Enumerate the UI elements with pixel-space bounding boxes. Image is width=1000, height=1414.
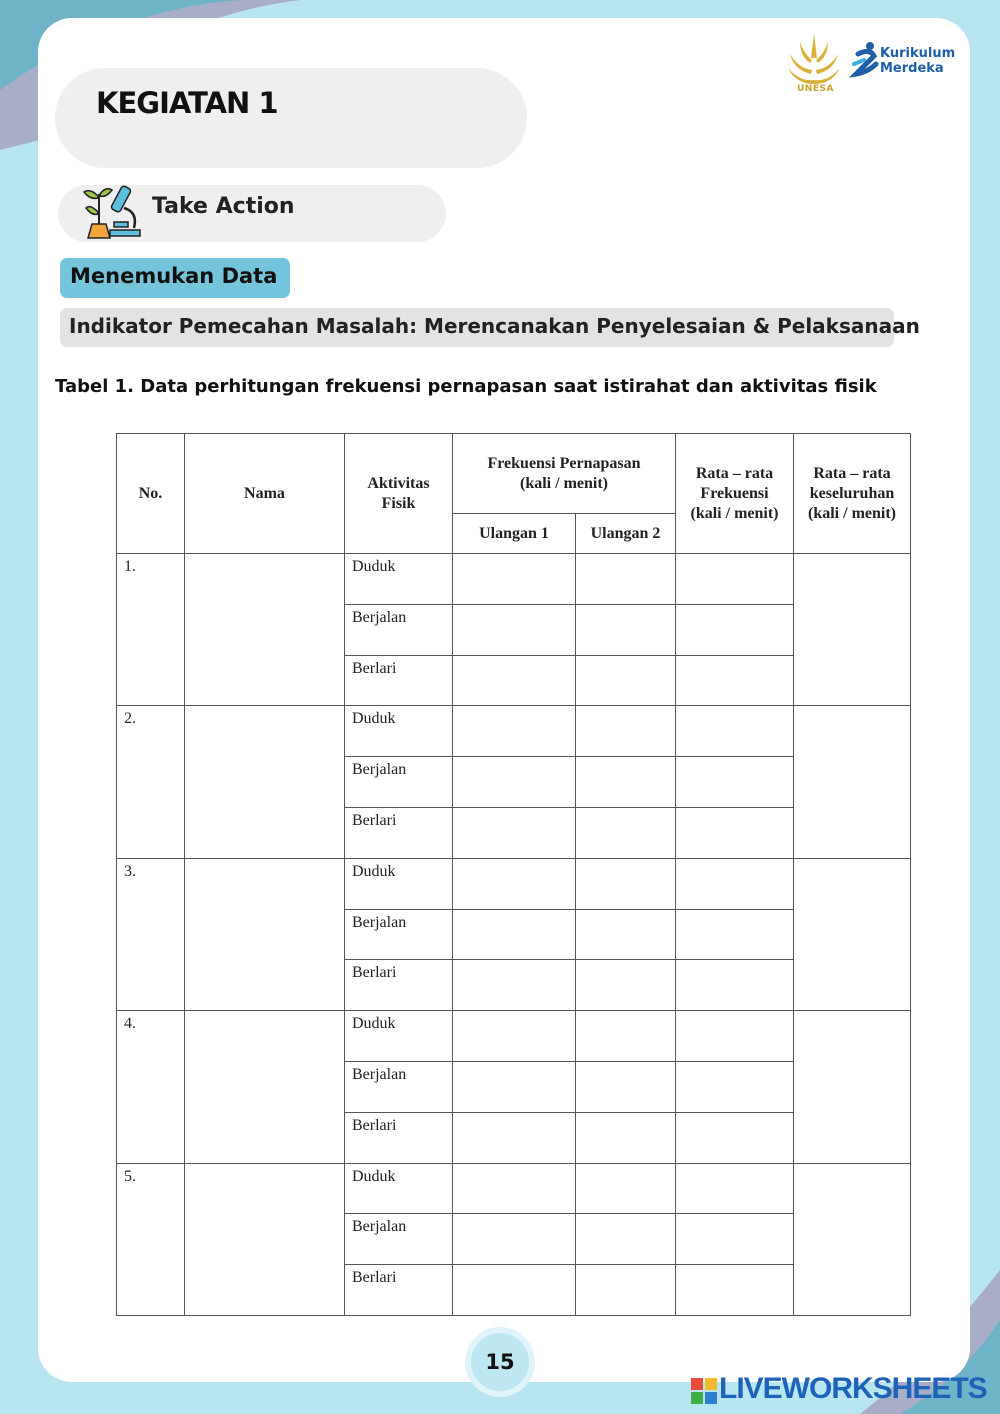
cell-ulangan-2-input[interactable]	[576, 1112, 676, 1163]
header-nama: Nama	[185, 434, 345, 554]
cell-rata-frekuensi-input[interactable]	[676, 604, 794, 655]
page-number: 15	[465, 1327, 535, 1397]
cell-rata-frekuensi-input[interactable]	[676, 757, 794, 808]
table-row	[117, 1163, 911, 1214]
cell-rata-frekuensi-input[interactable]	[676, 807, 794, 858]
cell-aktivitas: Duduk	[345, 1163, 453, 1214]
cell-ulangan-1-input[interactable]	[453, 655, 576, 706]
cell-ulangan-1-input[interactable]	[453, 1265, 576, 1316]
cell-ulangan-2-input[interactable]	[576, 1265, 676, 1316]
cell-aktivitas: Berlari	[345, 655, 453, 706]
cell-no: 2.	[117, 706, 185, 858]
header-rata-frekuensi	[676, 434, 794, 554]
table-caption: Tabel 1. Data perhitungan frekuensi pernapasan saat istirahat dan aktivitas fisik	[55, 376, 877, 397]
header-aktivitas	[345, 434, 453, 554]
header-total-line3: (kali / menit)	[808, 504, 896, 522]
header-ulangan-1: Ulangan 1	[453, 514, 576, 554]
cell-rata-keseluruhan-input[interactable]	[794, 554, 911, 706]
cell-rata-frekuensi-input[interactable]	[676, 1163, 794, 1214]
cell-no: 4.	[117, 1011, 185, 1163]
cell-ulangan-1-input[interactable]	[453, 909, 576, 960]
header-no: No.	[117, 434, 185, 554]
kurikulum-logo-text-line1: Kurikulum	[880, 46, 956, 61]
cell-ulangan-1-input[interactable]	[453, 1011, 576, 1062]
header-frekuensi-line2: (kali / menit)	[520, 474, 608, 492]
cell-nama-input[interactable]	[185, 706, 345, 858]
header-frekuensi	[453, 434, 676, 514]
cell-rata-frekuensi-input[interactable]	[676, 655, 794, 706]
cell-ulangan-2-input[interactable]	[576, 604, 676, 655]
cell-ulangan-2-input[interactable]	[576, 706, 676, 757]
breathing-data-table	[116, 433, 911, 1316]
cell-aktivitas: Berjalan	[345, 604, 453, 655]
cell-rata-keseluruhan-input[interactable]	[794, 858, 911, 1010]
cell-no: 5.	[117, 1163, 185, 1315]
cell-ulangan-1-input[interactable]	[453, 706, 576, 757]
cell-rata-frekuensi-input[interactable]	[676, 706, 794, 757]
cell-nama-input[interactable]	[185, 1163, 345, 1315]
cell-aktivitas: Berjalan	[345, 1061, 453, 1112]
cell-aktivitas: Duduk	[345, 858, 453, 909]
take-action-label: Take Action	[152, 194, 295, 219]
page-title: KEGIATAN 1	[96, 86, 278, 120]
cell-nama-input[interactable]	[185, 858, 345, 1010]
cell-rata-keseluruhan-input[interactable]	[794, 1011, 911, 1163]
cell-ulangan-2-input[interactable]	[576, 757, 676, 808]
cell-ulangan-2-input[interactable]	[576, 554, 676, 605]
liveworksheets-logo-icon	[691, 1378, 717, 1404]
cell-rata-frekuensi-input[interactable]	[676, 1214, 794, 1265]
section-tag: Menemukan Data	[60, 258, 290, 298]
header-ulangan-2: Ulangan 2	[576, 514, 676, 554]
cell-ulangan-2-input[interactable]	[576, 1061, 676, 1112]
table-row	[117, 706, 911, 757]
cell-ulangan-2-input[interactable]	[576, 1163, 676, 1214]
kurikulum-logo-text-line2: Merdeka	[880, 61, 944, 76]
cell-aktivitas: Berlari	[345, 1265, 453, 1316]
header-total-line2: keseluruhan	[809, 484, 895, 502]
cell-nama-input[interactable]	[185, 1011, 345, 1163]
cell-ulangan-1-input[interactable]	[453, 960, 576, 1011]
cell-rata-keseluruhan-input[interactable]	[794, 706, 911, 858]
cell-rata-frekuensi-input[interactable]	[676, 858, 794, 909]
cell-ulangan-1-input[interactable]	[453, 554, 576, 605]
cell-rata-frekuensi-input[interactable]	[676, 554, 794, 605]
cell-aktivitas: Berlari	[345, 960, 453, 1011]
plant-microscope-icon	[80, 182, 144, 242]
cell-ulangan-1-input[interactable]	[453, 1061, 576, 1112]
cell-rata-frekuensi-input[interactable]	[676, 1265, 794, 1316]
header-rata-line1: Rata – rata	[695, 464, 774, 482]
table-row	[117, 858, 911, 909]
cell-ulangan-1-input[interactable]	[453, 604, 576, 655]
cell-aktivitas: Berjalan	[345, 1214, 453, 1265]
cell-rata-frekuensi-input[interactable]	[676, 909, 794, 960]
cell-ulangan-1-input[interactable]	[453, 807, 576, 858]
cell-no: 1.	[117, 554, 185, 706]
header-total-line1: Rata – rata	[813, 464, 891, 482]
cell-ulangan-1-input[interactable]	[453, 757, 576, 808]
cell-ulangan-1-input[interactable]	[453, 1214, 576, 1265]
cell-ulangan-2-input[interactable]	[576, 960, 676, 1011]
kurikulum-merdeka-logo-icon	[854, 42, 876, 74]
cell-aktivitas: Berlari	[345, 1112, 453, 1163]
cell-aktivitas: Berjalan	[345, 909, 453, 960]
unesa-logo-text: UNESA	[797, 84, 834, 94]
cell-aktivitas: Duduk	[345, 706, 453, 757]
cell-rata-frekuensi-input[interactable]	[676, 1061, 794, 1112]
cell-ulangan-2-input[interactable]	[576, 1214, 676, 1265]
cell-rata-frekuensi-input[interactable]	[676, 960, 794, 1011]
liveworksheets-brand: LIVEWORKSHEETS	[719, 1372, 987, 1405]
table-body	[117, 554, 911, 1316]
cell-ulangan-2-input[interactable]	[576, 655, 676, 706]
cell-ulangan-2-input[interactable]	[576, 1011, 676, 1062]
cell-aktivitas: Berjalan	[345, 757, 453, 808]
cell-aktivitas: Berlari	[345, 807, 453, 858]
cell-aktivitas: Duduk	[345, 1011, 453, 1062]
cell-ulangan-2-input[interactable]	[576, 858, 676, 909]
header-aktivitas-line1: Aktivitas	[367, 474, 430, 492]
cell-ulangan-2-input[interactable]	[576, 807, 676, 858]
cell-rata-frekuensi-input[interactable]	[676, 1011, 794, 1062]
header-rata-line3: (kali / menit)	[690, 504, 779, 522]
cell-ulangan-1-input[interactable]	[453, 1112, 576, 1163]
indicator-banner: Indikator Pemecahan Masalah: Merencanakan Penyelesaian & Pelaksanaan	[60, 308, 894, 347]
table-row	[117, 1011, 911, 1062]
cell-rata-frekuensi-input[interactable]	[676, 1112, 794, 1163]
cell-no: 3.	[117, 858, 185, 1010]
cell-aktivitas: Duduk	[345, 554, 453, 605]
header-aktivitas-line2: Fisik	[381, 494, 416, 512]
cell-ulangan-1-input[interactable]	[453, 1163, 576, 1214]
cell-nama-input[interactable]	[185, 554, 345, 706]
cell-ulangan-1-input[interactable]	[453, 858, 576, 909]
cell-rata-keseluruhan-input[interactable]	[794, 1163, 911, 1315]
header-frekuensi-line1: Frekuensi Pernapasan	[487, 454, 641, 472]
table-row	[117, 554, 911, 605]
header-rata-line2: Frekuensi	[700, 484, 769, 502]
unesa-logo-icon	[788, 34, 840, 84]
header-rata-keseluruhan	[794, 434, 911, 554]
cell-ulangan-2-input[interactable]	[576, 909, 676, 960]
